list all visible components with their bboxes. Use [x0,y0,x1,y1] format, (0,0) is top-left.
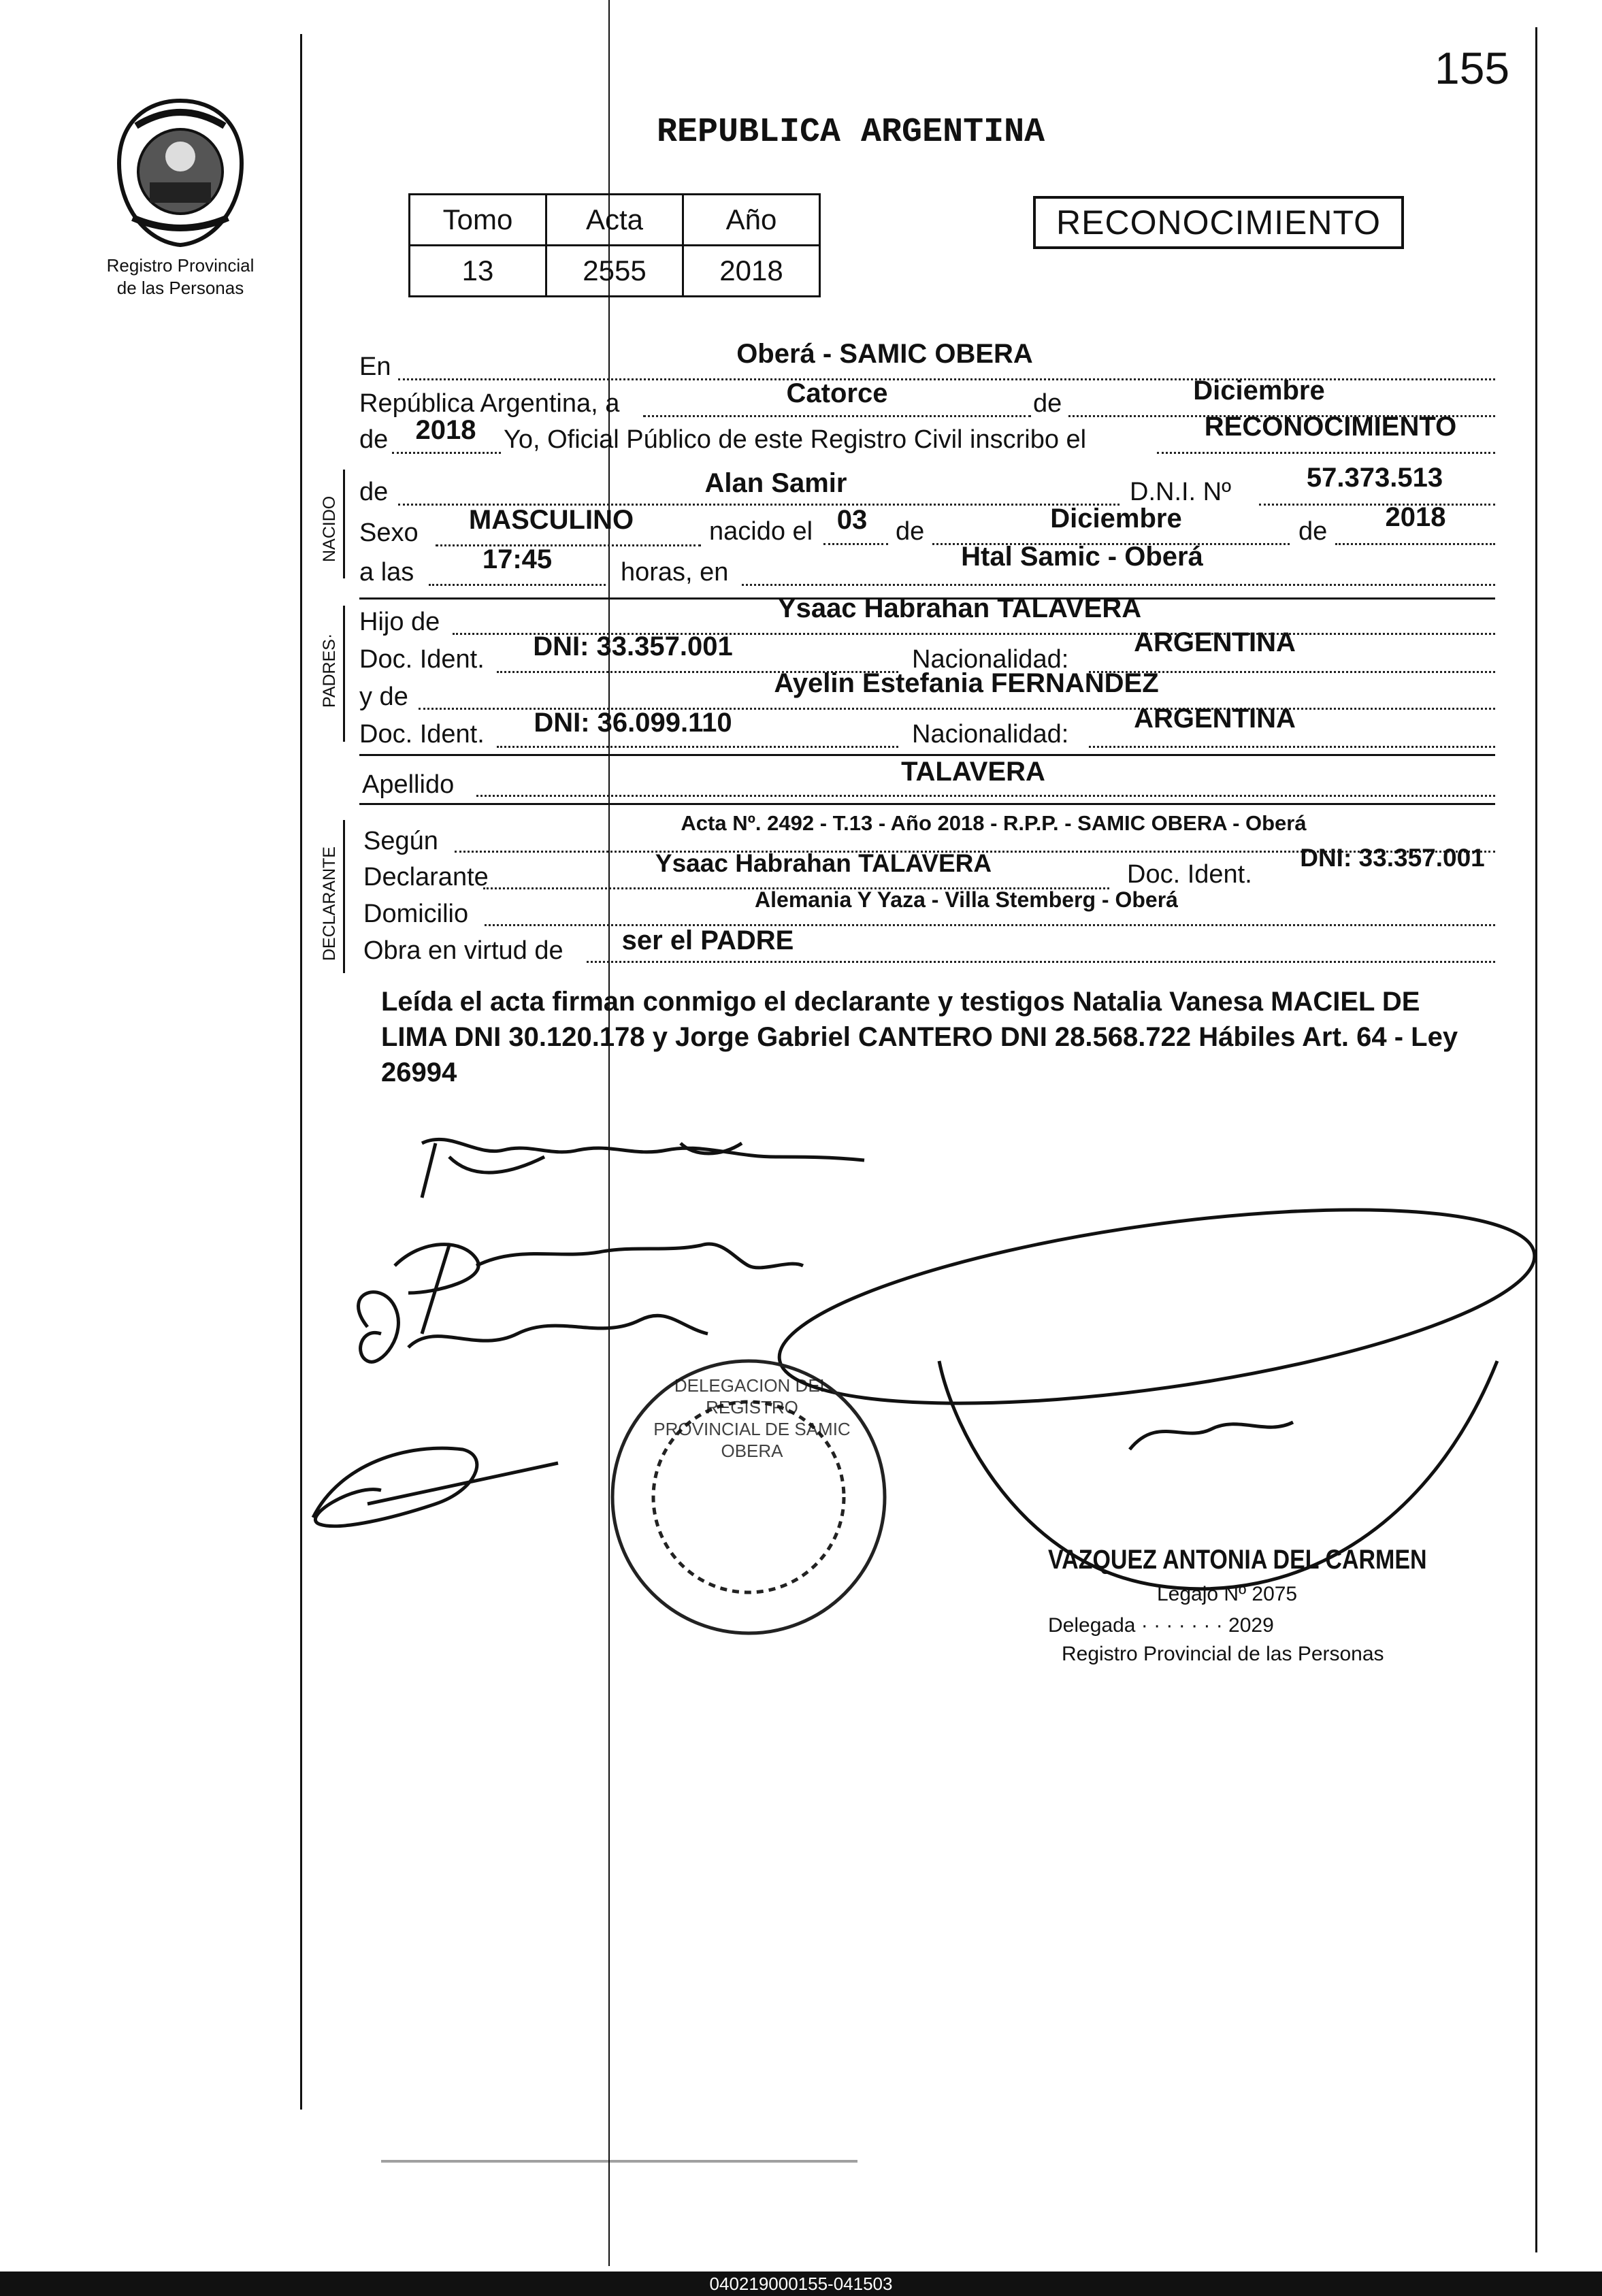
tomo-value: 13 [410,246,546,297]
round-stamp-text: DELEGACION DEL REGISTRO PROVINCIAL DE SAMIC OBERA [653,1375,851,1461]
father-doc-label: Doc. Ident. [359,645,485,674]
segun-value: Acta Nº. 2492 - T.13 - Año 2018 - R.P.P. - SAMIC OBERA - Oberá [681,811,1307,835]
signature-maciel [359,1292,708,1362]
mother-nationality-label: Nacionalidad: [912,720,1069,749]
logo-caption-line2: de las Personas [116,278,244,298]
child-dni-value: 57.373.513 [1306,463,1443,493]
official-name: VAZQUEZ ANTONIA DEL CARMEN [1048,1545,1427,1575]
declarante-name-value: Ysaac Habrahan TALAVERA [655,849,992,877]
page-number: 155 [1435,43,1510,93]
nacido-de-label: de [359,478,389,506]
declarante-section-label: DECLARANTE [320,846,339,961]
hijo-de-label: Hijo de [359,608,440,636]
logo-caption-line1: Registro Provincial [106,255,255,276]
de-month-label: de [1033,389,1062,418]
obra-value: ser el PADRE [621,925,794,955]
bottom-artifact-line [381,2160,857,2163]
declarante-doc-label: Doc. Ident. [1127,860,1252,889]
horas-en-label: horas, en [621,558,729,587]
dni-label: D.N.I. Nº [1130,478,1231,506]
signature-talavera [422,1139,864,1198]
father-doc-value: DNI: 33.357.001 [533,632,733,661]
official-line2: Legajo Nº 2075 [1157,1583,1298,1605]
birth-year-value: 2018 [1385,502,1446,532]
signature-fernandez [395,1244,803,1334]
yo-oficial-label: Yo, Oficial Público de este Registro Civil inscribo el [504,425,1087,454]
apellido-label: Apellido [362,770,455,799]
notes-paragraph: Leída el acta firman conmigo el declarante y testigos Natalia Vanesa MACIEL DE LIMA DNI 30.120.178 y Jorge Gabriel CANTERO DNI 28.568.722 Hábiles Art. 64 - Ley 26994 [381,987,1458,1087]
apellido-value: TALAVERA [901,757,1045,787]
nacido-el-label: nacido el [709,517,813,546]
birth-de2-label: de [1298,517,1328,546]
child-name-value: Alan Samir [704,468,847,498]
padres-section-label: PADRES· [320,633,339,708]
day-words-value: Catorce [786,378,888,408]
act-name-value: RECONOCIMIENTO [1204,412,1457,442]
birth-day-value: 03 [836,505,868,535]
republica-label: República Argentina, a [359,389,620,418]
mother-name-value: Ayelin Estefania FERNANDEZ [774,668,1159,698]
a-las-label: a las [359,558,414,587]
segun-label: Según [363,827,438,855]
y-de-label: y de [359,683,408,711]
declarante-label: Declarante [363,863,489,891]
obra-label: Obra en virtud de [363,936,563,965]
declarante-doc-value: DNI: 33.357.001 [1300,844,1485,872]
nacido-section-label: NACIDO [320,495,339,562]
birth-de1-label: de [896,517,925,546]
anio-value: 2018 [683,246,820,297]
father-nationality-value: ARGENTINA [1134,627,1296,657]
acta-header: Acta [546,195,683,246]
mother-doc-value: DNI: 36.099.110 [534,708,732,738]
birth-month-value: Diciembre [1050,504,1182,534]
place-value: Oberá - SAMIC OBERA [736,339,1033,369]
hour-value: 17:45 [482,544,553,574]
month-value: Diciembre [1193,376,1325,406]
official-line3: Delegada · · · · · · · 2029 [1048,1614,1274,1637]
sexo-value: MASCULINO [468,505,634,535]
year-prefix-label: de [359,425,389,454]
father-nationality-label: Nacionalidad: [912,645,1069,674]
document-type-box: RECONOCIMIENTO [1033,196,1404,249]
anio-header: Año [683,195,820,246]
domicilio-value: Alemania Y Yaza - Villa Stemberg - Oberá [755,887,1178,912]
sexo-label: Sexo [359,519,419,547]
en-label: En [359,352,391,381]
signature-witness [313,1448,558,1526]
father-name-value: Ysaac Habrahan TALAVERA [777,593,1142,623]
year-value: 2018 [415,415,476,445]
mother-doc-label: Doc. Ident. [359,720,485,749]
footer-code: 040219000155-041503 [0,2272,1602,2296]
domicilio-label: Domicilio [363,900,469,928]
acta-value: 2555 [546,246,683,297]
mother-nationality-value: ARGENTINA [1134,704,1296,734]
official-signature [768,1172,1546,1589]
document-country-title: REPUBLICA ARGENTINA [657,113,1045,152]
tomo-header: Tomo [410,195,546,246]
birth-place-value: Htal Samic - Oberá [961,542,1203,572]
official-line4: Registro Provincial de las Personas [1062,1643,1384,1665]
